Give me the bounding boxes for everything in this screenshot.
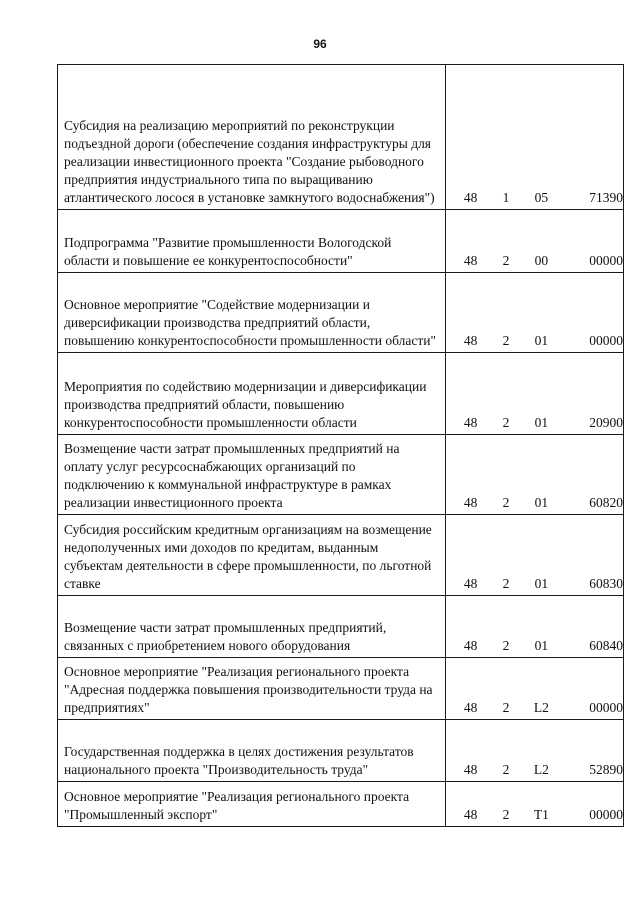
row-name: Подпрограмма "Развитие промышленности Вологодской области и повышение ее конкурентоспособности" [58,210,446,273]
code-program: 48 [463,415,478,430]
table-row [58,435,624,515]
table-row [58,782,624,827]
code-program: 48 [463,495,478,510]
table-row [58,658,624,720]
code-event: L2 [533,700,549,715]
row-codes [446,273,624,353]
code-event: 01 [534,333,549,348]
code-direction: 52890 [589,762,624,777]
code-direction: 00000 [589,700,624,715]
table-row [58,353,624,435]
row-name: Основное мероприятие "Реализация регионального проекта "Промышленный экспорт" [58,782,446,827]
code-event: 05 [534,190,549,205]
code-program: 48 [463,807,478,822]
code-direction: 00000 [589,807,624,822]
code-event: L2 [533,762,549,777]
row-codes [446,65,624,210]
code-subprogram: 2 [502,700,510,715]
row-name: Государственная поддержка в целях достижения результатов национального проекта "Производительность труда" [58,720,446,782]
table-row [58,515,624,596]
code-subprogram: 2 [502,495,510,510]
code-program: 48 [463,700,478,715]
row-codes [446,720,624,782]
code-subprogram: 1 [502,190,510,205]
row-codes [446,435,624,515]
row-name: Основное мероприятие "Содействие модернизации и диверсификации производства предприятий области, повышению конкурентоспособности промышленности области" [58,273,446,353]
code-subprogram: 2 [502,638,510,653]
code-event: 01 [534,576,549,591]
row-name: Возмещение части затрат промышленных предприятий, связанных с приобретением нового оборудования [58,596,446,658]
row-name: Мероприятия по содействию модернизации и диверсификации производства предприятий области, повышению конкурентоспособности промышленности области [58,353,446,435]
code-subprogram: 2 [502,576,510,591]
table-row [58,210,624,273]
row-name: Субсидия российским кредитным организациям на возмещение недополученных ими доходов по кредитам, выданным субъектам деятельности в сфере промышленности, по льготной ставке [58,515,446,596]
code-event: 01 [534,495,549,510]
code-event: 01 [534,638,549,653]
code-direction: 71390 [589,190,624,205]
code-event: 00 [534,253,549,268]
code-direction: 60840 [589,638,624,653]
row-name: Возмещение части затрат промышленных предприятий на оплату услуг ресурсоснабжающих организаций по подключению к коммунальной инфраструктуре в рамках реализации инвестиционного проекта [58,435,446,515]
code-subprogram: 2 [502,333,510,348]
row-codes [446,658,624,720]
code-program: 48 [463,333,478,348]
code-subprogram: 2 [502,762,510,777]
row-codes [446,210,624,273]
code-subprogram: 2 [502,807,510,822]
code-program: 48 [463,762,478,777]
table-row [58,720,624,782]
code-direction: 20900 [589,415,624,430]
code-program: 48 [463,576,478,591]
code-subprogram: 2 [502,415,510,430]
code-direction: 60820 [589,495,624,510]
code-program: 48 [463,190,478,205]
code-event: T1 [533,807,549,822]
code-program: 48 [463,253,478,268]
table-row [58,65,624,210]
table-row [58,596,624,658]
row-name: Основное мероприятие "Реализация регионального проекта "Адресная поддержка повышения производительности труда на предприятиях" [58,658,446,720]
page-number: 96 [313,37,327,51]
code-subprogram: 2 [502,253,510,268]
code-program: 48 [463,638,478,653]
table-row [58,273,624,353]
row-codes [446,596,624,658]
row-codes [446,782,624,827]
code-direction: 00000 [589,253,624,268]
row-codes [446,515,624,596]
code-event: 01 [534,415,549,430]
row-name: Субсидия на реализацию мероприятий по реконструкции подъездной дороги (обеспечение создания инфраструктуры для реализации инвестиционного проекта "Создание рыбоводного предприятия индустриального типа по выращиванию атлантического лосося в установке замкнутого водоснабжения") [58,65,446,210]
code-direction: 00000 [589,333,624,348]
row-codes [446,353,624,435]
budget-classification-table [57,64,624,827]
code-direction: 60830 [589,576,624,591]
